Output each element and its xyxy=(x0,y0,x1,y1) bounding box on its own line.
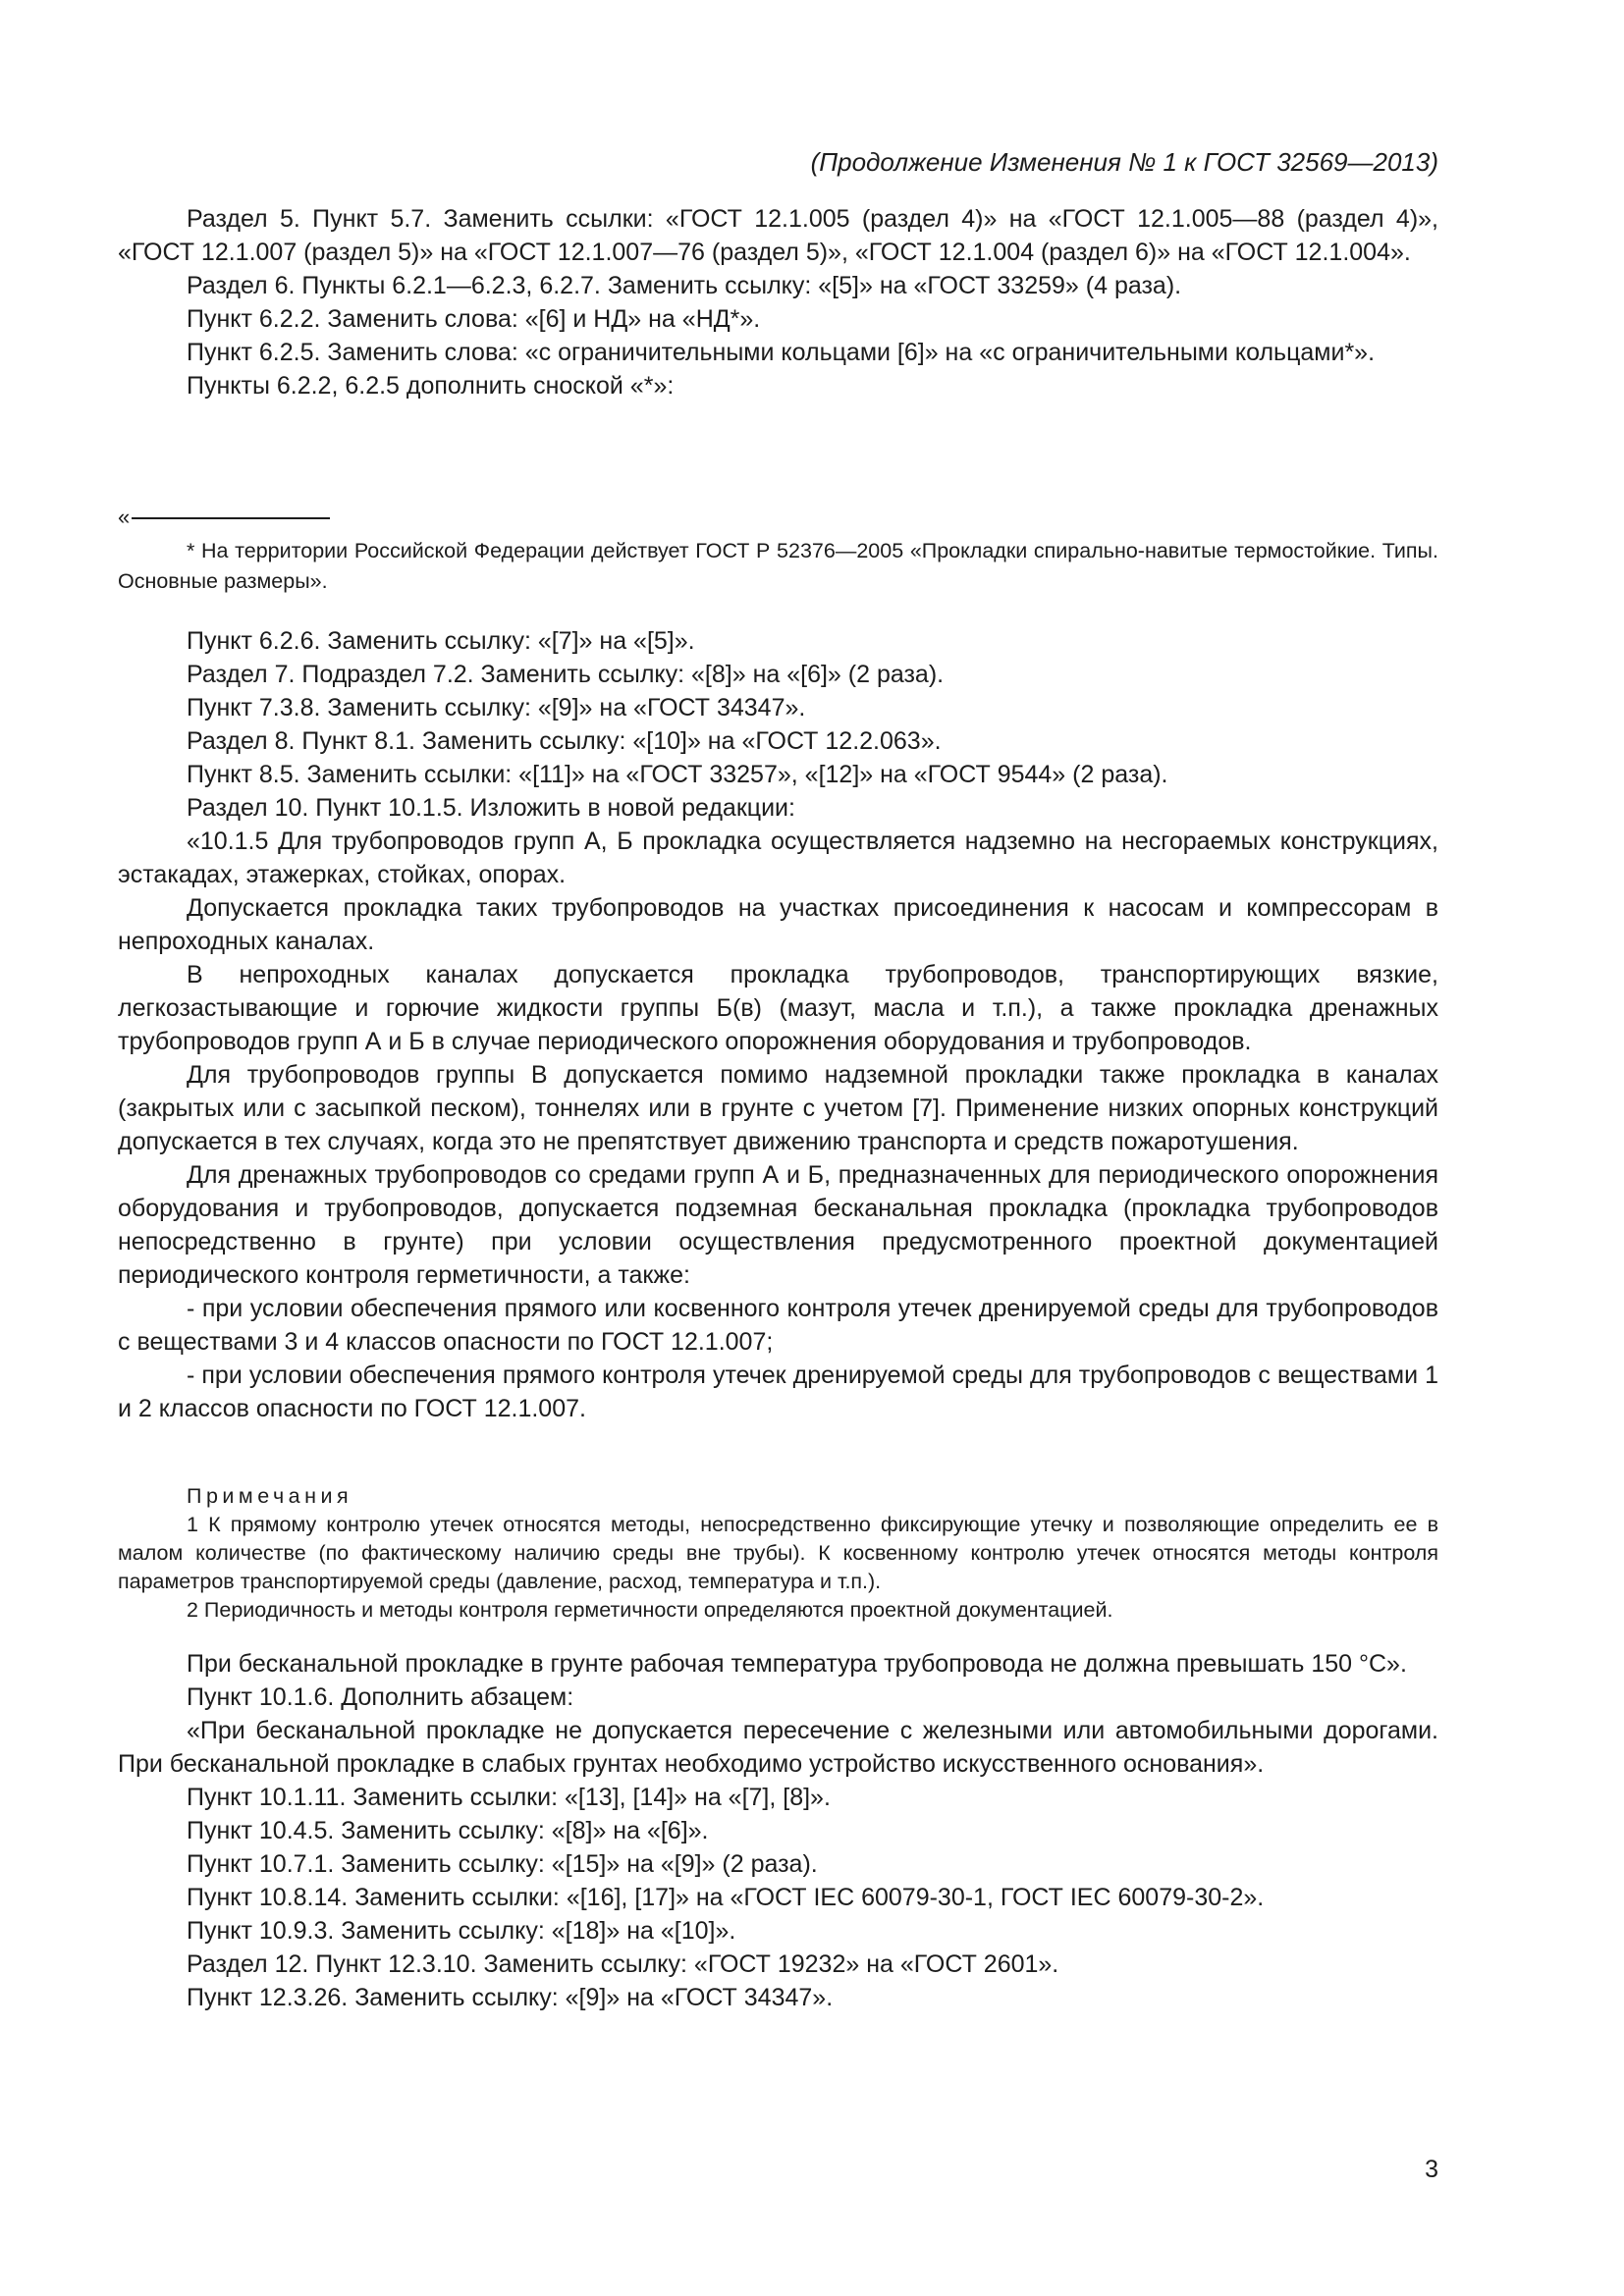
page-number: 3 xyxy=(1425,2156,1438,2183)
paragraph: Для трубопроводов группы В допускается помимо надземной прокладки также прокладка в каналах (закрытых или с засыпкой песком), тоннелях или в грунте с учетом [7]. Применение низких опорных конструкций допускается в тех случаях, когда это не препятствует движению транспорта и средств пожаротушения. xyxy=(118,1061,1438,1155)
section-changes-6-10 xyxy=(118,624,1438,1425)
paragraph: При бесканальной прокладке в грунте рабочая температура трубопровода не должна превышать 150 °С». xyxy=(187,1650,1407,1678)
paragraph: Пункт 6.2.5. Заменить слова: «с ограничительными кольцами [6]» на «с ограничительными кольцами*». xyxy=(187,339,1376,366)
paragraph: Раздел 10. Пункт 10.1.5. Изложить в новой редакции: xyxy=(187,794,795,822)
page-header: (Продолжение Изменения № 1 к ГОСТ 32569—2013) xyxy=(810,147,1438,177)
paragraph: Пункт 10.9.3. Заменить ссылку: «[18]» на «[10]». xyxy=(187,1917,736,1945)
paragraph: Пункт 12.3.26. Заменить ссылку: «[9]» на «ГОСТ 34347». xyxy=(187,1984,834,2011)
footnote-separator xyxy=(118,505,1438,530)
paragraph: Раздел 12. Пункт 12.3.10. Заменить ссылку: «ГОСТ 19232» на «ГОСТ 2601». xyxy=(187,1950,1059,1978)
paragraph: Пункт 6.2.2. Заменить слова: «[6] и НД» на «НД*». xyxy=(187,305,761,333)
paragraph: Пункт 7.3.8. Заменить ссылку: «[9]» на «ГОСТ 34347». xyxy=(187,694,806,721)
section-changes-5-6 xyxy=(118,202,1438,402)
paragraph: «10.1.5 Для трубопроводов групп А, Б прокладка осуществляется надземно на несгораемых конструкциях, эстакадах, этажерках, стойках, опорах. xyxy=(118,828,1438,888)
paragraph: - при условии обеспечения прямого или косвенного контроля утечек дренируемой среды для трубопроводов с веществами 3 и 4 классов опасности по ГОСТ 12.1.007; xyxy=(118,1295,1438,1356)
footnote-quote-mark: « xyxy=(118,505,131,529)
paragraph: Пункты 6.2.2, 6.2.5 дополнить сноской «*»: xyxy=(187,372,675,400)
footnote-rule xyxy=(132,517,330,519)
footnote-text: * На территории Российской Федерации действует ГОСТ Р 52376—2005 «Прокладки спирально-навитые термостойкие. Типы. Основные размеры». xyxy=(118,539,1438,593)
paragraph: В непроходных каналах допускается прокладка трубопроводов, транспортирующих вязкие, легкозастывающие и горючие жидкости группы Б(в) (мазут, масла и т.п.), а также прокладка дренажных трубопроводов групп А и Б в случае периодического опорожнения оборудования и трубопроводов. xyxy=(118,961,1438,1055)
paragraph: Пункт 10.7.1. Заменить ссылку: «[15]» на «[9]» (2 раза). xyxy=(187,1850,818,1878)
paragraph: Допускается прокладка таких трубопроводов на участках присоединения к насосам и компрессорам в непроходных каналах. xyxy=(118,894,1438,955)
paragraph: Пункт 6.2.6. Заменить ссылку: «[7]» на «[5]». xyxy=(187,627,695,655)
paragraph: Пункт 10.1.6. Дополнить абзацем: xyxy=(187,1683,574,1711)
paragraph: Раздел 5. Пункт 5.7. Заменить ссылки: «ГОСТ 12.1.005 (раздел 4)» на «ГОСТ 12.1.005—88 (раздел 4)», «ГОСТ 12.1.007 (раздел 5)» на «ГОСТ 12.1.007—76 (раздел 5)», «ГОСТ 12.1.004 (раздел 6)» на «ГОСТ 12.1.004». xyxy=(118,205,1438,266)
paragraph: Пункт 10.8.14. Заменить ссылки: «[16], [17]» на «ГОСТ IEC 60079-30-1, ГОСТ IEC 60079-30-2». xyxy=(187,1884,1265,1911)
note-item: 1 К прямому контролю утечек относятся методы, непосредственно фиксирующие утечку и позволяющие определить ее в малом количестве (по фактическому наличию среды вне трубы). К косвенному контролю утечек относятся методы контроля параметров транспортируемой среды (давление, расход, температура и т.п.). xyxy=(118,1513,1438,1593)
paragraph: Пункт 10.4.5. Заменить ссылку: «[8]» на «[6]». xyxy=(187,1817,709,1844)
paragraph: Пункт 8.5. Заменить ссылки: «[11]» на «ГОСТ 33257», «[12]» на «ГОСТ 9544» (2 раза). xyxy=(187,761,1168,788)
paragraph: Раздел 6. Пункты 6.2.1—6.2.3, 6.2.7. Заменить ссылку: «[5]» на «ГОСТ 33259» (4 раза). xyxy=(187,272,1182,299)
paragraph: Пункт 10.1.11. Заменить ссылки: «[13], [14]» на «[7], [8]». xyxy=(187,1784,831,1811)
paragraph: «При бесканальной прокладке не допускается пересечение с железными или автомобильными дорогами. При бесканальной прокладке в слабых грунтах необходимо устройство искусственного основания». xyxy=(118,1717,1438,1778)
footnote-block xyxy=(118,505,1438,597)
section-changes-10-12 xyxy=(118,1647,1438,2014)
paragraph: Раздел 7. Подраздел 7.2. Заменить ссылку: «[8]» на «[6]» (2 раза). xyxy=(187,661,945,688)
paragraph: Раздел 8. Пункт 8.1. Заменить ссылку: «[10]» на «ГОСТ 12.2.063». xyxy=(187,727,942,755)
notes-block xyxy=(118,1481,1438,1625)
paragraph: - при условии обеспечения прямого контроля утечек дренируемой среды для трубопроводов с веществами 1 и 2 классов опасности по ГОСТ 12.1.007. xyxy=(118,1362,1438,1422)
paragraph: Для дренажных трубопроводов со средами групп А и Б, предназначенных для периодического опорожнения оборудования и трубопроводов, допускается подземная бесканальная прокладка (прокладка трубопроводов непосредственно в грунте) при условии осуществления предусмотренного проектной документацией периодического контроля герметичности, а также: xyxy=(118,1161,1438,1289)
notes-title: Примечания xyxy=(187,1484,353,1508)
note-item: 2 Периодичность и методы контроля герметичности определяются проектной документацией. xyxy=(187,1598,1113,1622)
